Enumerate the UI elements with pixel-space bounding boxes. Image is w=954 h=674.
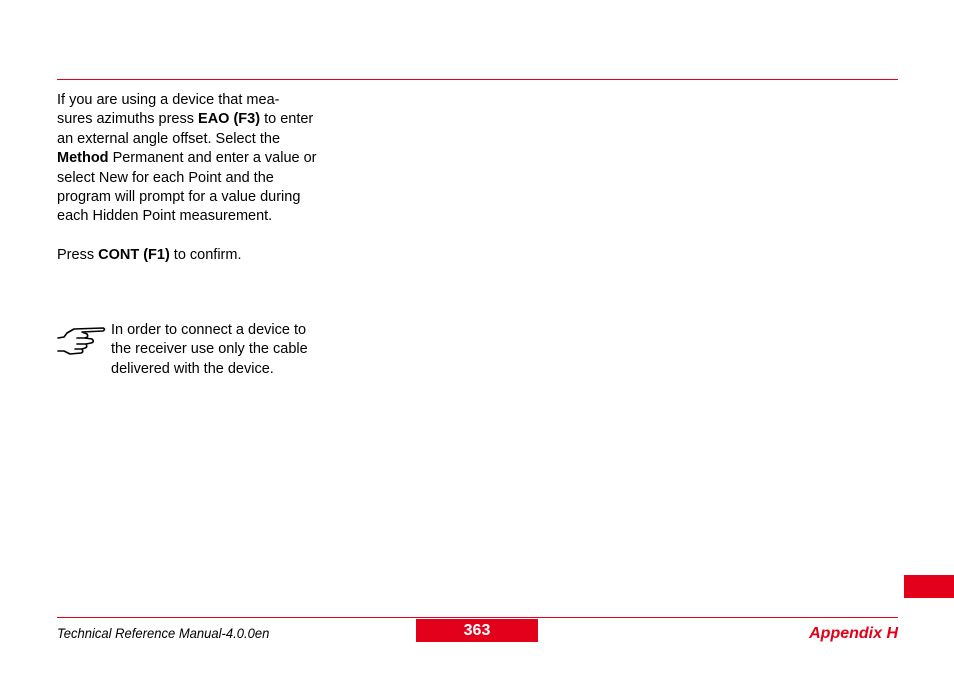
pointing-hand-icon — [57, 324, 107, 358]
manual-title: Technical Reference Manual-4.0.0en — [57, 625, 270, 641]
paragraph-confirm: Press CONT (F1) to confirm. — [57, 247, 242, 264]
key-cont: CONT (F1) — [98, 247, 170, 264]
page-number: 363 — [416, 619, 538, 642]
key-eao: EAO (F3) — [198, 111, 261, 128]
footer-rule — [57, 617, 898, 618]
section-tab-marker — [904, 575, 954, 598]
paragraph-eao: If you are using a device that mea- sures azimuths press EAO (F3) to enter an external angle offset. Select the Method Permanent and enter a value or select New for each Point and the program will prompt for a value during each Hidden Point measurement. — [57, 92, 317, 225]
body-text — [57, 91, 327, 266]
header-rule — [57, 79, 898, 80]
section-title: Appendix H — [809, 625, 898, 642]
note-text: In order to connect a device to the receiver use only the cable delivered with the device. — [111, 322, 308, 377]
term-method: Method — [57, 150, 109, 167]
